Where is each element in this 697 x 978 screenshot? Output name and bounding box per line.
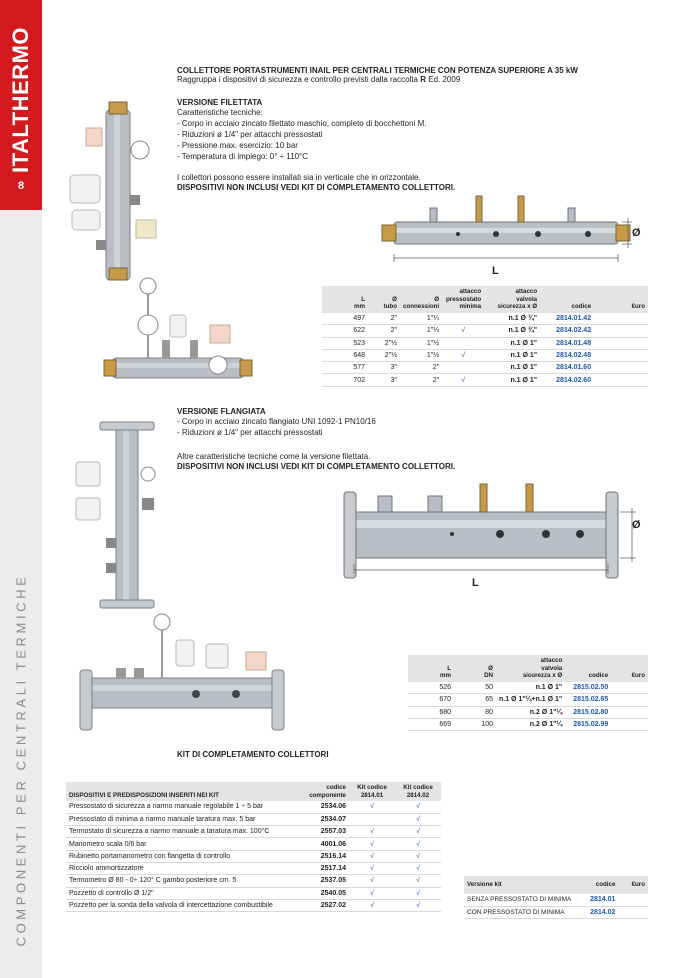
table-row bbox=[464, 906, 648, 918]
price-cell bbox=[594, 337, 648, 349]
col-header: codice bbox=[565, 655, 611, 682]
check-cell: √ bbox=[395, 826, 441, 838]
cell: n.1 Ø ¾" bbox=[484, 313, 540, 325]
cell: SENZA PRESSOSTATO DI MINIMA bbox=[464, 894, 574, 906]
check-cell: √ bbox=[442, 349, 484, 361]
dim-length-label: L bbox=[492, 265, 499, 277]
code-cell: 2814.01 bbox=[574, 894, 618, 906]
cell: 670 bbox=[408, 694, 454, 706]
check-cell: √ bbox=[349, 887, 395, 899]
threaded-table bbox=[322, 286, 648, 387]
flanged-dim-length-label: L bbox=[472, 577, 479, 589]
flanged-note: Altre caratteristiche tecniche come la versione filettata. bbox=[177, 452, 371, 461]
dim-diameter-label: Ø bbox=[632, 227, 641, 239]
col-header: codice bbox=[540, 286, 594, 313]
code-cell: 2814.01.60 bbox=[540, 362, 594, 374]
cell: 1"½ bbox=[400, 337, 442, 349]
threaded-specs bbox=[177, 107, 426, 162]
table-row bbox=[66, 862, 441, 874]
table-header-row bbox=[408, 655, 648, 682]
code-cell: 2815.02.50 bbox=[565, 682, 611, 694]
table-row bbox=[66, 899, 441, 911]
flanged-specs bbox=[177, 416, 376, 438]
cell: 2" bbox=[400, 374, 442, 386]
table-row bbox=[66, 838, 441, 850]
cell: Pressostato di sicurezza a riarmo manuale regolabile 1 ÷ 5 bar bbox=[66, 801, 303, 813]
price-cell bbox=[594, 349, 648, 361]
cell: 2517.14 bbox=[303, 862, 349, 874]
cell: 577 bbox=[322, 362, 368, 374]
page-subtitle: Raggruppa i dispositivi di sicurezza e controllo previsti dalla raccolta R Ed. 2009 bbox=[177, 75, 461, 84]
cell: Ricciolo ammortizzatore bbox=[66, 862, 303, 874]
cell: 669 bbox=[408, 718, 454, 730]
brand-logo: ITALTHERMO bbox=[8, 27, 33, 173]
price-cell bbox=[611, 718, 648, 730]
cell: 2557.03 bbox=[303, 826, 349, 838]
cell: Termostato di sicurezza a riarmo manuale a taratura max. 100°C bbox=[66, 826, 303, 838]
code-cell: 2814.02 bbox=[574, 906, 618, 918]
price-cell bbox=[611, 706, 648, 718]
check-cell: √ bbox=[442, 325, 484, 337]
code-cell: 2815.02.65 bbox=[565, 694, 611, 706]
check-cell: √ bbox=[349, 862, 395, 874]
cell: CON PRESSOSTATO DI MINIMA bbox=[464, 906, 574, 918]
price-cell bbox=[594, 313, 648, 325]
cell: n.1 Ø 1" bbox=[484, 337, 540, 349]
kit-table bbox=[66, 782, 441, 912]
table-header-row bbox=[464, 876, 648, 894]
code-cell: 2814.02.60 bbox=[540, 374, 594, 386]
code-cell: 2814.01.48 bbox=[540, 337, 594, 349]
cell: n.1 Ø 1" bbox=[496, 682, 565, 694]
spec-line: - Riduzioni ø 1/4" per attacchi pressostati bbox=[177, 130, 323, 139]
col-header: Ø DN bbox=[454, 655, 496, 682]
cell: 702 bbox=[322, 374, 368, 386]
cell: 65 bbox=[454, 694, 496, 706]
cell: 3" bbox=[368, 362, 400, 374]
spec-line: - Corpo in acciaio zincato flangiato UNI 1092-1 PN10/16 bbox=[177, 417, 376, 426]
table-row bbox=[66, 850, 441, 862]
cell: 50 bbox=[454, 682, 496, 694]
col-header: L mm bbox=[408, 655, 454, 682]
cell: n.1 Ø ¾" bbox=[484, 325, 540, 337]
price-cell bbox=[618, 906, 648, 918]
price-cell bbox=[594, 374, 648, 386]
cell: 2" bbox=[368, 313, 400, 325]
section-title: COMPONENTI PER CENTRALI TERMICHE bbox=[13, 573, 29, 947]
cell: 80 bbox=[454, 706, 496, 718]
check-cell: √ bbox=[395, 887, 441, 899]
table-row bbox=[322, 349, 648, 361]
cell: 1"¼ bbox=[400, 325, 442, 337]
check-cell: √ bbox=[395, 850, 441, 862]
threaded-note: I collettori possono essere installati sia in verticale che in orizzontale. bbox=[177, 173, 421, 182]
cell: Manometro scala 0/6 bar bbox=[66, 838, 303, 850]
check-cell bbox=[349, 813, 395, 825]
table-row bbox=[322, 325, 648, 337]
cell: 2"½ bbox=[368, 349, 400, 361]
check-cell: √ bbox=[395, 862, 441, 874]
flanged-dimension-drawing bbox=[340, 480, 650, 590]
flanged-warning: DISPOSITIVI NON INCLUSI VEDI KIT DI COMPLETAMENTO COLLETTORI. bbox=[177, 462, 456, 471]
check-cell: √ bbox=[395, 899, 441, 911]
col-header: €uro bbox=[618, 876, 648, 894]
cell: 680 bbox=[408, 706, 454, 718]
table-row bbox=[66, 801, 441, 813]
brand-block bbox=[0, 0, 42, 210]
cell: 2534.06 bbox=[303, 801, 349, 813]
price-cell bbox=[618, 894, 648, 906]
price-cell bbox=[611, 682, 648, 694]
table-header-row bbox=[66, 782, 441, 801]
flanged-dim-diameter-label: Ø bbox=[632, 519, 641, 531]
check-cell bbox=[442, 337, 484, 349]
cell: 3" bbox=[368, 374, 400, 386]
table-row bbox=[322, 337, 648, 349]
col-header: DISPOSITIVI E PREDISPOSIZIONI INSERITI NEI KIT bbox=[66, 782, 303, 801]
table-row bbox=[408, 694, 648, 706]
col-header: attacco valvola sicurezza x Ø bbox=[484, 286, 540, 313]
col-header: codice componente bbox=[303, 782, 349, 801]
cell: Pressostato di minima a riarmo manuale taratura max. 5 bar bbox=[66, 813, 303, 825]
col-header: Kit codice 2814.02 bbox=[395, 782, 441, 801]
cell: 622 bbox=[322, 325, 368, 337]
cell: 2" bbox=[368, 325, 400, 337]
cell: 2527.02 bbox=[303, 899, 349, 911]
code-cell: 2814.01.42 bbox=[540, 313, 594, 325]
check-cell: √ bbox=[349, 850, 395, 862]
col-header: attacco valvola sicurezza x Ø bbox=[496, 655, 565, 682]
cell: 497 bbox=[322, 313, 368, 325]
cell: 523 bbox=[322, 337, 368, 349]
code-cell: 2814.02.48 bbox=[540, 349, 594, 361]
check-cell: √ bbox=[395, 801, 441, 813]
cell: 1"¼ bbox=[400, 313, 442, 325]
check-cell: √ bbox=[442, 374, 484, 386]
check-cell: √ bbox=[349, 801, 395, 813]
check-cell bbox=[442, 313, 484, 325]
col-header: Kit codice 2814.01 bbox=[349, 782, 395, 801]
price-cell bbox=[611, 694, 648, 706]
cell: 2537.05 bbox=[303, 875, 349, 887]
table-row bbox=[66, 875, 441, 887]
table-row bbox=[322, 374, 648, 386]
code-cell: 2815.02.99 bbox=[565, 718, 611, 730]
kit-title: KIT DI COMPLETAMENTO COLLETTORI bbox=[177, 750, 329, 759]
col-header: €uro bbox=[594, 286, 648, 313]
cell: 2516.14 bbox=[303, 850, 349, 862]
page-number: 8 bbox=[17, 180, 25, 192]
cell: Pozzetto di controllo Ø 1/2" bbox=[66, 887, 303, 899]
table-row bbox=[408, 718, 648, 730]
code-cell: 2814.02.42 bbox=[540, 325, 594, 337]
table-header-row bbox=[322, 286, 648, 313]
col-header: attacco pressostato minima bbox=[442, 286, 484, 313]
col-header: €uro bbox=[611, 655, 648, 682]
page-title: COLLETTORE PORTASTRUMENTI INAIL PER CENTRALI TERMICHE CON POTENZA SUPERIORE A 35 kW bbox=[177, 66, 578, 75]
table-row bbox=[464, 894, 648, 906]
cell: Termometro Ø 80 - 0÷ 120° C gambo posteriore cm. 5 bbox=[66, 875, 303, 887]
table-row bbox=[408, 682, 648, 694]
table-row bbox=[322, 362, 648, 374]
cell: n.1 Ø 1" bbox=[484, 362, 540, 374]
cell: 526 bbox=[408, 682, 454, 694]
code-cell: 2815.02.80 bbox=[565, 706, 611, 718]
cell: 100 bbox=[454, 718, 496, 730]
cell: n.2 Ø 1"¼ bbox=[496, 706, 565, 718]
check-cell: √ bbox=[395, 838, 441, 850]
col-header: codice bbox=[574, 876, 618, 894]
check-cell: √ bbox=[349, 875, 395, 887]
spec-line: - Corpo in acciaio zincato filettato maschio, completo di bocchettoni M. bbox=[177, 119, 427, 128]
flanged-collector-horizontal-image bbox=[76, 610, 288, 735]
cell: 4001.06 bbox=[303, 838, 349, 850]
spec-line: - Temperatura di impiego: 0° ÷ 110°C bbox=[177, 152, 308, 161]
check-cell: √ bbox=[349, 838, 395, 850]
flanged-collector-vertical-image bbox=[72, 418, 162, 610]
cell: 648 bbox=[322, 349, 368, 361]
cell: 2"½ bbox=[368, 337, 400, 349]
cell: n.1 Ø 1" bbox=[484, 349, 540, 361]
cell: 2540.05 bbox=[303, 887, 349, 899]
check-cell bbox=[442, 362, 484, 374]
spec-line: Caratteristiche tecniche: bbox=[177, 108, 263, 117]
threaded-dimension-drawing bbox=[378, 192, 648, 282]
kit-prices-table bbox=[464, 876, 648, 919]
flanged-heading: VERSIONE FLANGIATA bbox=[177, 407, 266, 416]
spec-line: - Riduzioni ø 1/4" per attacchi pressostati bbox=[177, 428, 323, 437]
threaded-collector-vertical-image bbox=[62, 100, 162, 285]
threaded-warning: DISPOSITIVI NON INCLUSI VEDI KIT DI COMPLETAMENTO COLLETTORI. bbox=[177, 183, 456, 192]
cell: 2" bbox=[400, 362, 442, 374]
check-cell: √ bbox=[395, 875, 441, 887]
threaded-collector-horizontal-image bbox=[100, 270, 255, 390]
col-header: L mm bbox=[322, 286, 368, 313]
table-row bbox=[66, 887, 441, 899]
cell: n.2 Ø 1"¼ bbox=[496, 718, 565, 730]
check-cell: √ bbox=[349, 826, 395, 838]
cell: n.1 Ø 1"¼+n.1 Ø 1" bbox=[496, 694, 565, 706]
table-row bbox=[66, 826, 441, 838]
table-row bbox=[322, 313, 648, 325]
check-cell: √ bbox=[395, 813, 441, 825]
cell: Pozzetto per la sonda della valvola di intercettazione combustibile bbox=[66, 899, 303, 911]
spec-line: - Pressione max. esercizio: 10 bar bbox=[177, 141, 298, 150]
cell: Rubinetto portamanometro con flangetta di controllo bbox=[66, 850, 303, 862]
table-row bbox=[66, 813, 441, 825]
table-row bbox=[408, 706, 648, 718]
col-header: Versione kit bbox=[464, 876, 574, 894]
check-cell: √ bbox=[349, 899, 395, 911]
threaded-heading: VERSIONE FILETTATA bbox=[177, 98, 263, 107]
flanged-table bbox=[408, 655, 648, 731]
cell: n.1 Ø 1" bbox=[484, 374, 540, 386]
cell: 1"½ bbox=[400, 349, 442, 361]
price-cell bbox=[594, 362, 648, 374]
cell: 2534.07 bbox=[303, 813, 349, 825]
col-header: Ø tubo bbox=[368, 286, 400, 313]
col-header: Ø connessioni bbox=[400, 286, 442, 313]
price-cell bbox=[594, 325, 648, 337]
